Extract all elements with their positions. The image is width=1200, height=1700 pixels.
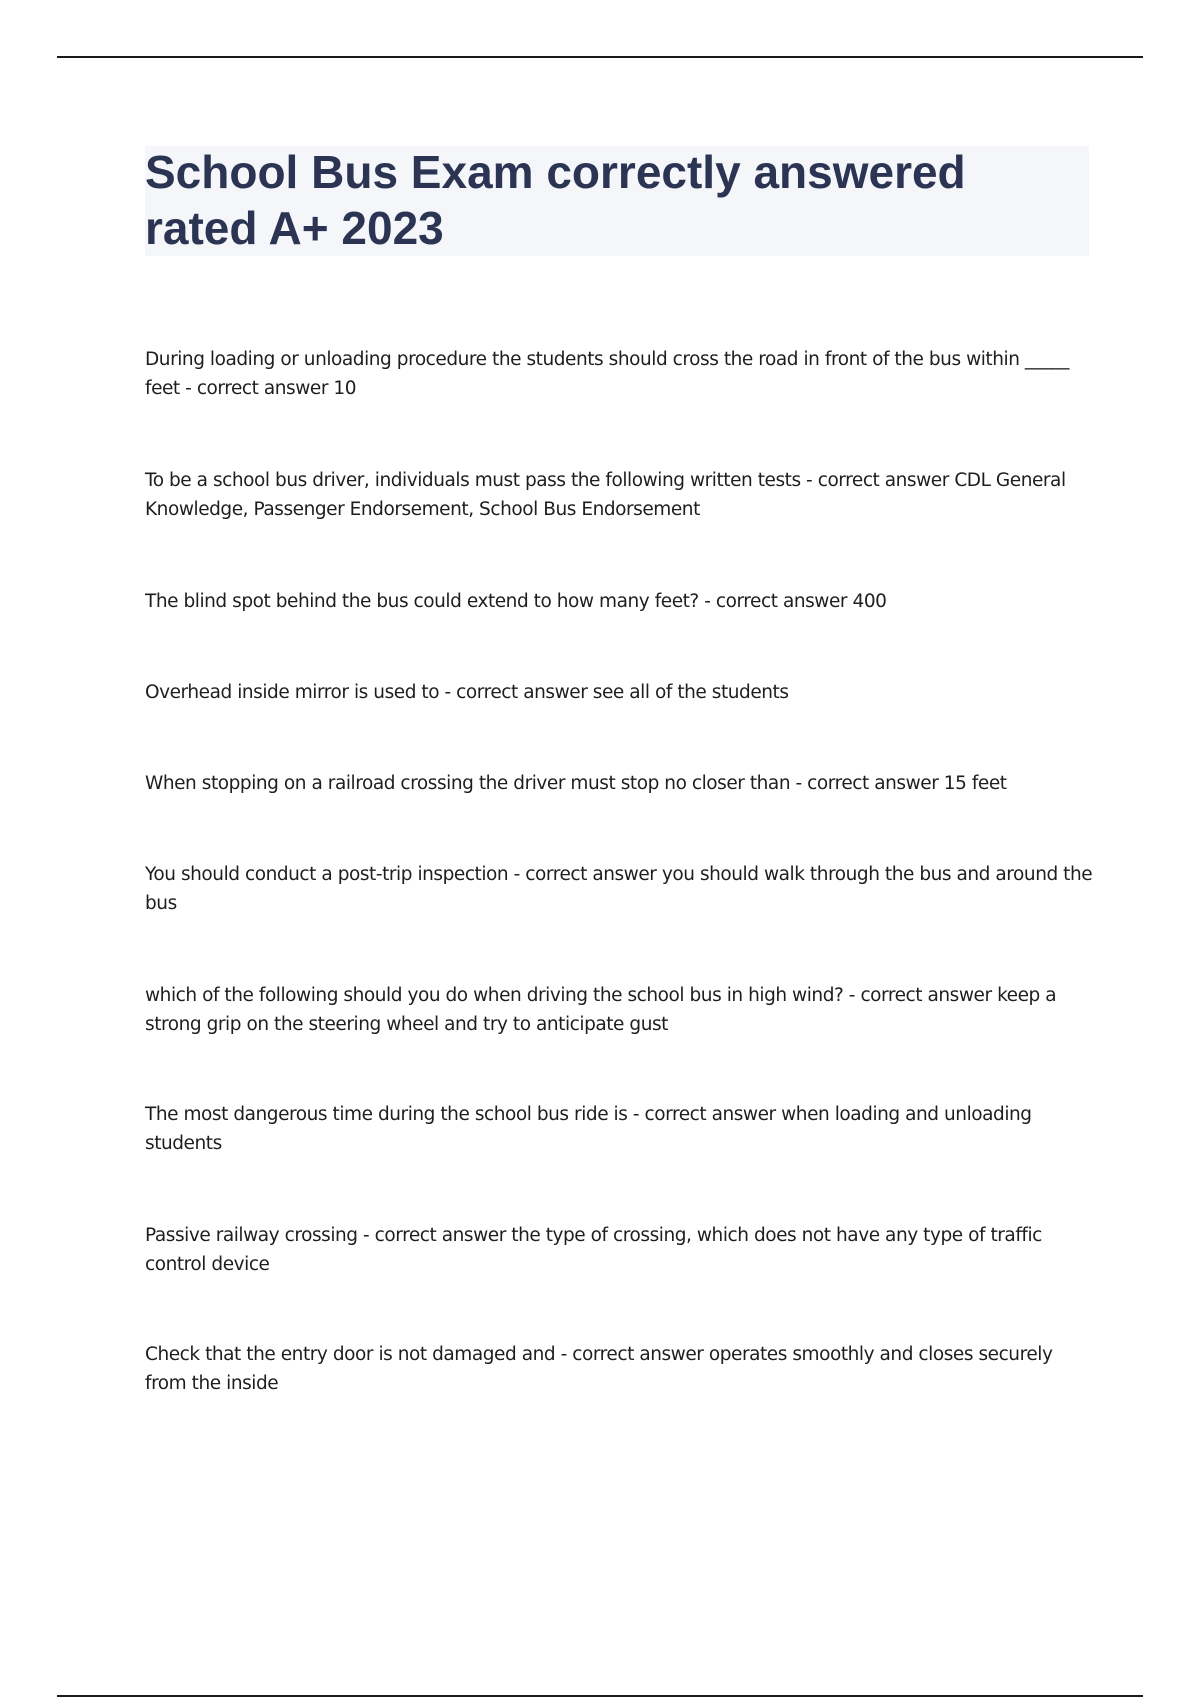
qa-item-4: Overhead inside mirror is used to - correct answer see all of the students: [145, 682, 789, 703]
qa-item-6: You should conduct a post-trip inspection - correct answer you should walk through the bus and around the bus: [145, 864, 1093, 914]
qa-item-9: Passive railway crossing - correct answer the type of crossing, which does not have any type of traffic control device: [145, 1225, 1042, 1275]
qa-item-2: To be a school bus driver, individuals must pass the following written tests - correct answer CDL General Knowledge, Passenger Endorsement, School Bus Endorsement: [145, 470, 1066, 520]
qa-item-5: When stopping on a railroad crossing the driver must stop no closer than - correct answer 15 feet: [145, 773, 1007, 794]
qa-item-7: which of the following should you do when driving the school bus in high wind? - correct answer keep a strong grip on the steering wheel and try to anticipate gust: [145, 985, 1057, 1035]
qa-item-10: Check that the entry door is not damaged and - correct answer operates smoothly and closes securely from the inside: [145, 1344, 1053, 1394]
qa-item-3: The blind spot behind the bus could extend to how many feet? - correct answer 400: [145, 591, 887, 612]
qa-item-8: The most dangerous time during the school bus ride is - correct answer when loading and unloading students: [145, 1104, 1032, 1154]
qa-item-1: During loading or unloading procedure the students should cross the road in front of the bus within _____ feet - correct answer 10: [145, 349, 1069, 399]
title-block: [145, 146, 1089, 256]
top-rule: [57, 56, 1143, 58]
bottom-rule: [57, 1695, 1143, 1697]
document-title: School Bus Exam correctly answered rated A+ 2023: [145, 146, 966, 254]
